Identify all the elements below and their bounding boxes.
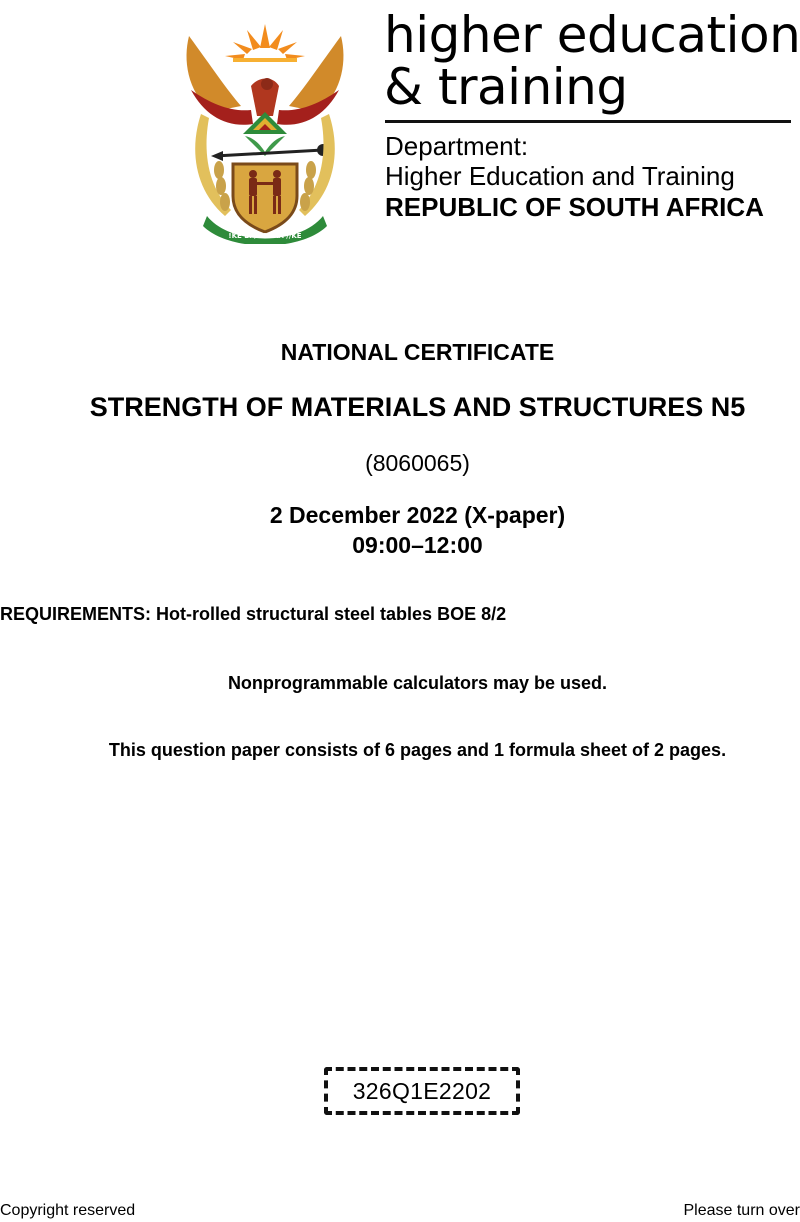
calculator-note: Nonprogrammable calculators may be used. [227,673,608,693]
exam-date: 2 December 2022 (X-paper) [269,502,566,528]
brand-title-line2: & training [384,58,628,116]
subject-title: STRENGTH OF MATERIALS AND STRUCTURES N5 [89,392,746,422]
certificate-title: NATIONAL CERTIFICATE [280,339,555,365]
requirements-text: REQUIREMENTS: Hot-rolled structural steel tables BOE 8/2 [0,604,507,624]
paper-code: 326Q1E2202 [352,1077,492,1104]
coat-of-arms-icon [181,20,349,244]
svg-text:!KE E: /XARRA //KE: !KE E: /XARRA //KE [228,232,302,240]
footer-copyright: Copyright reserved [0,1202,136,1219]
paper-code-box [324,1067,520,1115]
exam-time: 09:00–12:00 [352,532,483,558]
page-count-note: This question paper consists of 6 pages and 1 formula sheet of 2 pages. [108,740,727,760]
country-name: REPUBLIC OF SOUTH AFRICA [385,192,764,222]
brand-title-line1: higher education [384,6,800,64]
department-name: Higher Education and Training [385,161,735,191]
department-label: Department: [385,131,529,161]
header-divider [385,120,791,123]
subject-code: (8060065) [365,450,470,476]
footer-turn-over: Please turn over [683,1202,800,1219]
